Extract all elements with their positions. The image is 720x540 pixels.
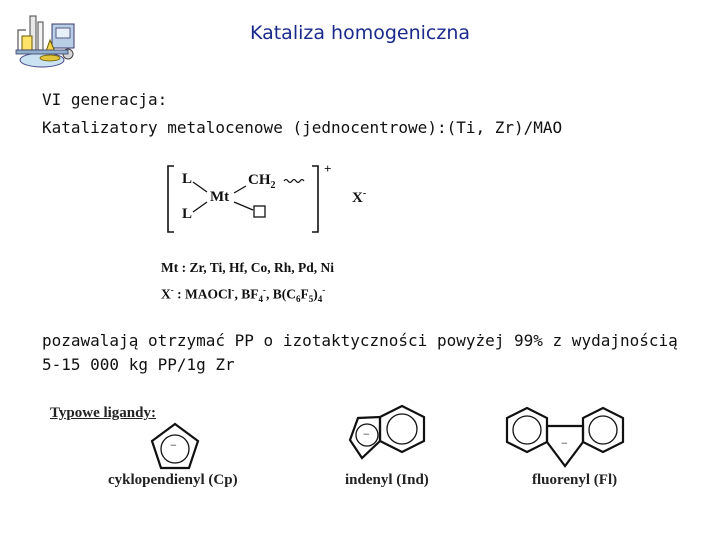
ligand-cp-label: cyklopendienyl (Cp) <box>108 472 238 488</box>
metallocene-structure <box>160 160 390 240</box>
ligand-bottom-label: L <box>182 206 193 222</box>
result-line-1: pozawalają otrzymać PP o izotaktyczności powyżej 99% z wydajnością <box>42 331 678 350</box>
anion-list: X- : MAOCl-, $BF_4^-$, $B(C_6F_5)_4^-$ <box>161 285 326 305</box>
ligand-ind-label: indenyl (Ind) <box>345 472 429 488</box>
charge-plus: + <box>324 161 332 176</box>
metal-label: Mt <box>210 189 230 205</box>
ligand-ind <box>340 400 450 480</box>
generation-label: VI generacja: <box>42 90 168 109</box>
ligands-heading: Typowe ligandy: <box>50 405 156 421</box>
ch2-group: $CH_2$ <box>248 172 276 191</box>
ligand-fl <box>495 400 645 480</box>
ligand-top-label: L <box>182 171 193 187</box>
slide-title: Kataliza homogeniczna <box>249 22 471 44</box>
fluorenyl-ring-icon <box>495 400 645 480</box>
metal-list: Mt : Zr, Ti, Hf, Co, Rh, Pd, Ni <box>161 260 335 275</box>
ind-charge: − <box>363 427 370 441</box>
counter-anion: X- <box>352 188 367 206</box>
fl-charge: − <box>561 436 568 450</box>
catalyst-description: Katalizatory metalocenowe (jednocentrowe):(Ti, Zr)/MAO <box>42 118 563 137</box>
result-line-2: 5-15 000 kg PP/1g Zr <box>42 355 235 374</box>
indenyl-ring-icon <box>340 400 450 480</box>
cp-charge: − <box>170 438 177 452</box>
ligand-cp <box>140 418 210 478</box>
ligand-fl-label: fluorenyl (Fl) <box>532 472 618 488</box>
